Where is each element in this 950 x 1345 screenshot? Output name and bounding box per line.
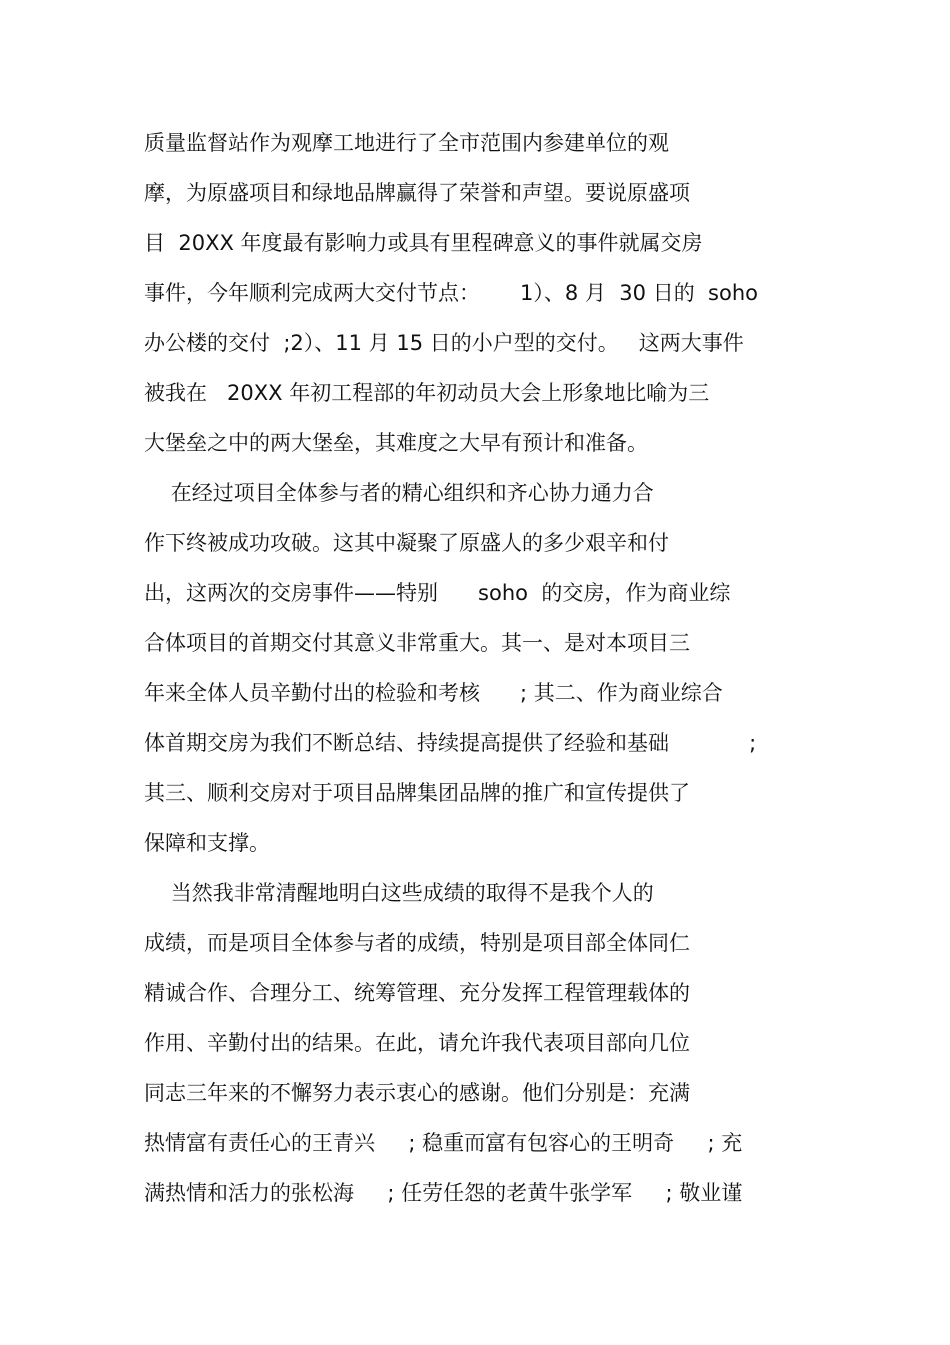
text-line: 目 20XX 年度最有影响力或具有里程碑意义的事件就属交房: [144, 231, 703, 255]
text-line: 成绩，而是项目全体参与者的成绩，特别是项目部全体同仁: [144, 931, 690, 955]
paragraph-start-line: 在经过项目全体参与者的精心组织和齐心协力通力合: [144, 481, 654, 505]
text-line: 大堡垒之中的两大堡垒，其难度之大早有预计和准备。: [144, 431, 648, 455]
text-line: 精诚合作、合理分工、统筹管理、充分发挥工程管理载体的: [144, 981, 690, 1005]
text-line: 体首期交房为我们不断总结、持续提高提供了经验和基础 ;: [144, 731, 757, 755]
text-line: 质量监督站作为观摩工地进行了全市范围内参建单位的观: [144, 131, 669, 155]
text-line: 办公楼的交付 ;2）、11 月 15 日的小户型的交付。 这两大事件: [144, 331, 744, 355]
text-line: 合体项目的首期交付其意义非常重大。其一、是对本项目三: [144, 631, 690, 655]
text-line: 作用、辛勤付出的结果。在此，请允许我代表项目部向几位: [144, 1031, 690, 1055]
text-line: 其三、顺利交房对于项目品牌集团品牌的推广和宣传提供了: [144, 781, 690, 805]
text-line: 被我在 20XX 年初工程部的年初动员大会上形象地比喻为三: [144, 381, 710, 405]
text-line: 同志三年来的不懈努力表示衷心的感谢。他们分别是：充满: [144, 1081, 690, 1105]
text-line: 出，这两次的交房事件——特别 soho 的交房，作为商业综: [144, 581, 731, 605]
paragraph-start-line: 当然我非常清醒地明白这些成绩的取得不是我个人的: [144, 881, 654, 905]
text-line: 保障和支撑。: [144, 831, 270, 855]
text-line: 热情富有责任心的王青兴 ; 稳重而富有包容心的王明奇 ; 充: [144, 1131, 743, 1155]
body-text: [144, 118, 824, 1218]
text-line: 年来全体人员辛勤付出的检验和考核 ; 其二、作为商业综合: [144, 681, 723, 705]
text-line: 事件，今年顺利完成两大交付节点： 1）、8 月 30 日的 soho: [144, 281, 758, 305]
text-line: 满热情和活力的张松海 ; 任劳任怨的老黄牛张学军 ; 敬业谨: [144, 1181, 743, 1205]
text-line: 作下终被成功攻破。这其中凝聚了原盛人的多少艰辛和付: [144, 531, 669, 555]
text-line: 摩，为原盛项目和绿地品牌赢得了荣誉和声望。要说原盛项: [144, 181, 690, 205]
